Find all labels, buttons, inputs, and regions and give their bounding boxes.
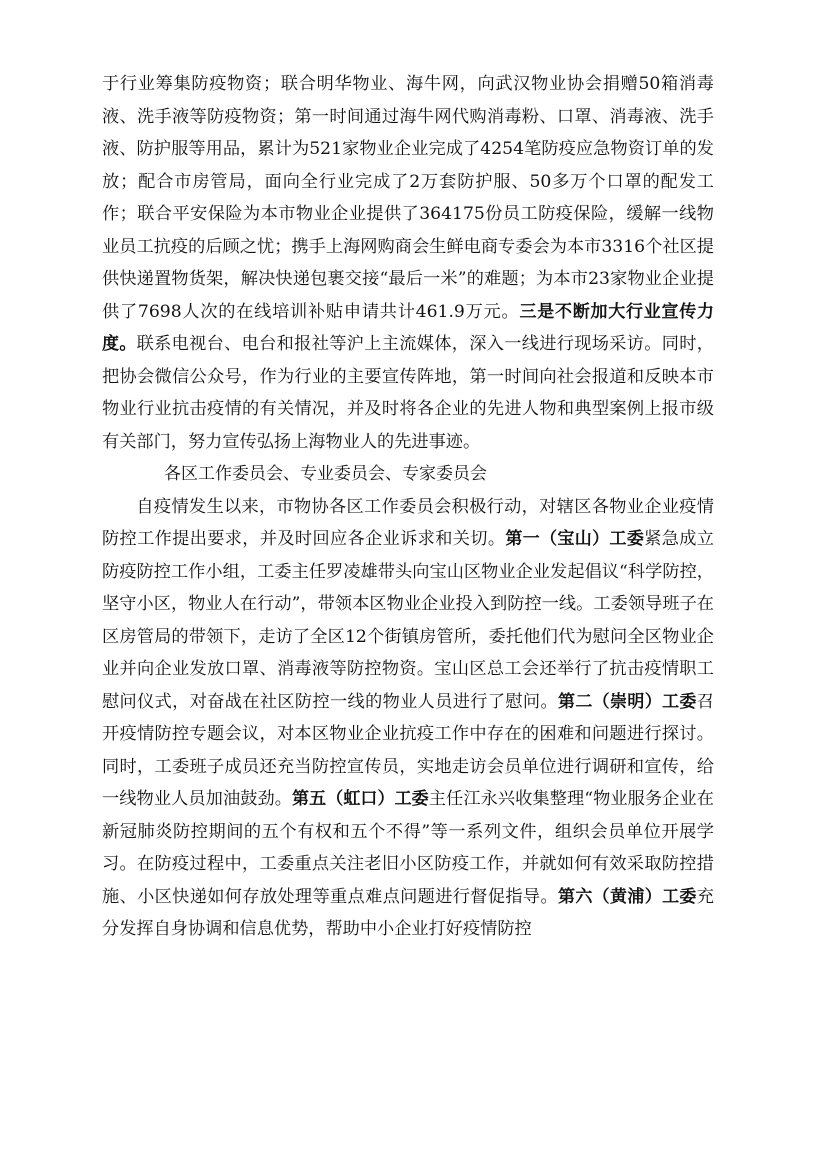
paragraph-text: 召开疫情防控专题会议，对本区物业企业抗疫工作中存在的困难和问题进行探讨。同时，工委班子成员还充当防控宣传员，实地走访会员单位进行调研和宣传，给一线物业人员加油鼓劲。: [102, 691, 714, 809]
paragraph-text: 主任江永兴收集整理“物业服务企业在新冠肺炎防控期间的五个有权和五个不得”等一系列文件，组织会员单位开展学习。在防疫过程中，工委重点关注老旧小区防疫工作，并就如何有效采取防控措施、小区快递如何存放处理等重点难点问题进行督促指导。: [102, 789, 714, 907]
bold-committee-hongkou: 第五（虹口）工委: [292, 789, 429, 809]
paragraph-text: 自疫情发生以来，市物协各区工作委员会积极行动，对辖区各物业企业疫情防控工作提出要求，并及时回应各企业诉求和关切。: [102, 496, 714, 549]
paragraph-text: 联系电视台、电台和报社等沪上主流媒体，深入一线进行现场采访。同时，把协会微信公众号，作为行业的主要宣传阵地，第一时间向社会报道和反映本市物业行业抗击疫情的有关情况，并及时将各企业的先进人物和典型案例上报市级有关部门，努力宣传弘扬上海物业人的先进事迹。: [102, 334, 714, 452]
section-heading: 各区工作委员会、专业委员会、专家委员会: [164, 464, 487, 484]
paragraph-text: 充分发挥自身协调和信息优势，帮助中小企业打好疫情防控: [102, 886, 714, 939]
paragraph-supplies: [102, 68, 714, 458]
bold-committee-chongming: 第二（崇明）工委: [557, 691, 697, 712]
bold-committee-huangpu: 第六（黄浦）工委: [557, 886, 697, 907]
paragraph-text: 紧急成立防疫防控工作小组，工委主任罗凌雄带头向宝山区物业企业发起倡议“科学防控，坚守小区，物业人在行动”，带领本区物业企业投入到防控一线。工委领导班子在区房管局的带领下，走访了全区12个街镇房管所，委托他们代为慰问全区物业企业并向企业发放口罩、消毒液等防控物资。宝山区总工会还举行了抗击疫情职工慰问仪式，对奋战在社区防控一线的物业人员进行了慰问。: [102, 529, 714, 712]
bold-committee-baoshan: 第一（宝山）工委: [505, 529, 645, 549]
document-body: [102, 68, 714, 946]
bold-lead-publicity: 三是不断加大行业宣传力度。: [102, 301, 714, 354]
paragraph-district-committees: [102, 491, 714, 946]
paragraph-text: 于行业筹集防疫物资；联合明华物业、海牛网，向武汉物业协会捐赠50箱消毒液、洗手液等防疫物资；第一时间通过海牛网代购消毒粉、口罩、消毒液、洗手液、防护服等用品，累计为521家物业企业完成了4254笔防疫应急物资订单的发放；配合市房管局，面向全行业完成了2万套防护服、50多万个口罩的配发工作；联合平安保险为本市物业企业提供了364175份员工防疫保险，缓解一线物业员工抗疫的后顾之忧；携手上海网购商会生鲜电商专委会为本市3316个社区提供快递置物货架，解决快递包裹交接“最后一米”的难题；为本市23家物业企业提供了7698人次的在线培训补贴申请共计461.9万元。: [102, 74, 714, 322]
